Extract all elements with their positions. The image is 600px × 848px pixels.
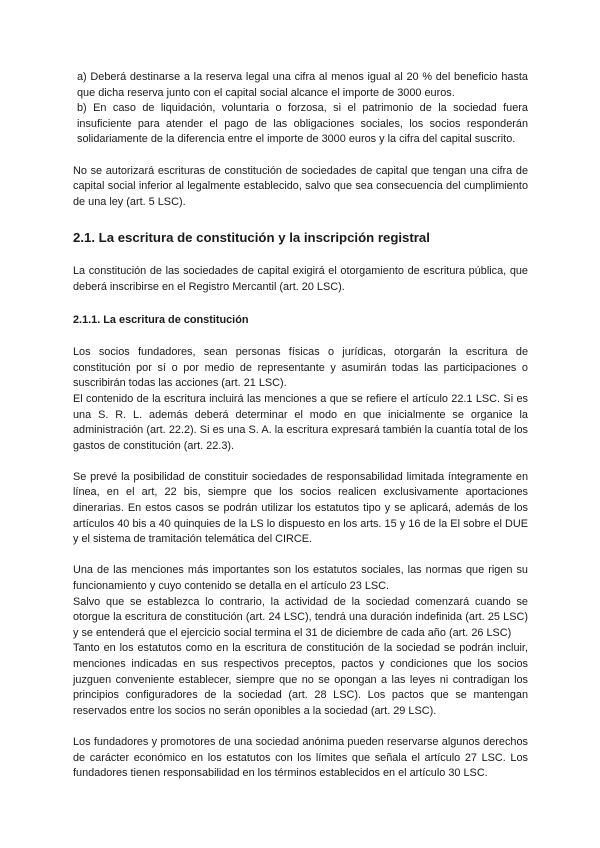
subsection-heading-2-1-1: 2.1.1. La escritura de constitución bbox=[73, 313, 249, 326]
paragraph-actividad-duracion: Salvo que se establezca lo contrario, la actividad de la sociedad comenzará cuando se otorgue la escritura de constitución (art. 24 LSC), tendrá una duración indefinida (art. 25 LSC) y se entenderá que el ejercicio social termina el 31 de diciembre de cada año (art. 26 LSC) bbox=[73, 595, 528, 639]
paragraph-constitucion: La constitución de las sociedades de capital exigirá el otorgamiento de escritura pública, que deberá inscribirse en el Registro Mercantil (art. 20 LSC). bbox=[73, 265, 528, 293]
paragraph-socios-fundadores: Los socios fundadores, sean personas físicas o jurídicas, otorgarán la escritura de constitución por sí o por medio de representante y asumirán todas las participaciones o suscribirán todas las acciones (art. 21 LSC). bbox=[73, 346, 528, 390]
paragraph-pactos-condiciones: Tanto en los estatutos como en la escritura de constitución de la sociedad se podrán incluir, menciones indicadas en sus respectivos preceptos, pactos y condiciones que los socios juzguen conveniente establecer, siempre que no se opongan a las leyes ni contradigan los principios configuradores de la sociedad (art. 28 LSC). Los pactos que se mantengan reservados entre los socios no serán oponibles a la sociedad (art. 29 LSC). bbox=[73, 642, 528, 717]
paragraph-reserva-legal: a) Deberá destinarse a la reserva legal una cifra al menos igual al 20 % del beneficio hasta que dicha reserva junto con el capital social alcance el importe de 3000 euros. bbox=[77, 71, 528, 99]
paragraph-liquidacion: b) En caso de liquidación, voluntaria o forzosa, si el patrimonio de la sociedad fuera insuficiente para atender el pago de las obligaciones sociales, los socios responderán solidariamente de la diferencia entre el importe de 3000 euros y la cifra del capital suscrito. bbox=[77, 102, 528, 146]
paragraph-contenido-escritura: El contenido de la escritura incluirá las menciones a que se refiere el artículo 22.1 LSC. Si es una S. R. L. además deberá determinar el modo en que inicialmente se organice la administración (art. 22.2). Si es una S. A. la escritura expresará también la cuantía total de los gastos de constitución (art. 22.3). bbox=[73, 392, 528, 452]
paragraph-estatutos-sociales: Una de las menciones más importantes son los estatutos sociales, las normas que rigen su funcionamiento y cuyo contenido se detalla en el artículo 23 LSC. bbox=[73, 564, 528, 593]
paragraph-constitucion-en-linea: Se prevé la posibilidad de constituir sociedades de responsabilidad limitada íntegramente en línea, en el art, 22 bis, siempre que los socios realicen exclusivamente aportaciones dinerarias. En estos casos se podrán utilizar los estatutos tipo y se aplicará, además de los artículos 40 bis a 40 quinquies de la LS lo dispuesto en los arts. 15 y 16 de la El sobre el DUE y el sistema de tramitación telemática del CIRCE. bbox=[73, 470, 528, 546]
section-heading-2-1: 2.1. La escritura de constitución y la inscripción registral bbox=[73, 230, 430, 246]
paragraph-no-autorizara: No se autorizará escrituras de constitución de sociedades de capital que tengan una cifra de capital social inferior al legalmente establecido, salvo que sea consecuencia del cumplimiento de una ley (art. 5 LSC). bbox=[73, 164, 528, 208]
paragraph-fundadores-promotores: Los fundadores y promotores de una sociedad anónima pueden reservarse algunos derechos de carácter económico en los estatutos con los límites que señala el artículo 27 LSC. Los fundadores tienen responsabilidad en los términos establecidos en el artículo 30 LSC. bbox=[73, 735, 528, 780]
